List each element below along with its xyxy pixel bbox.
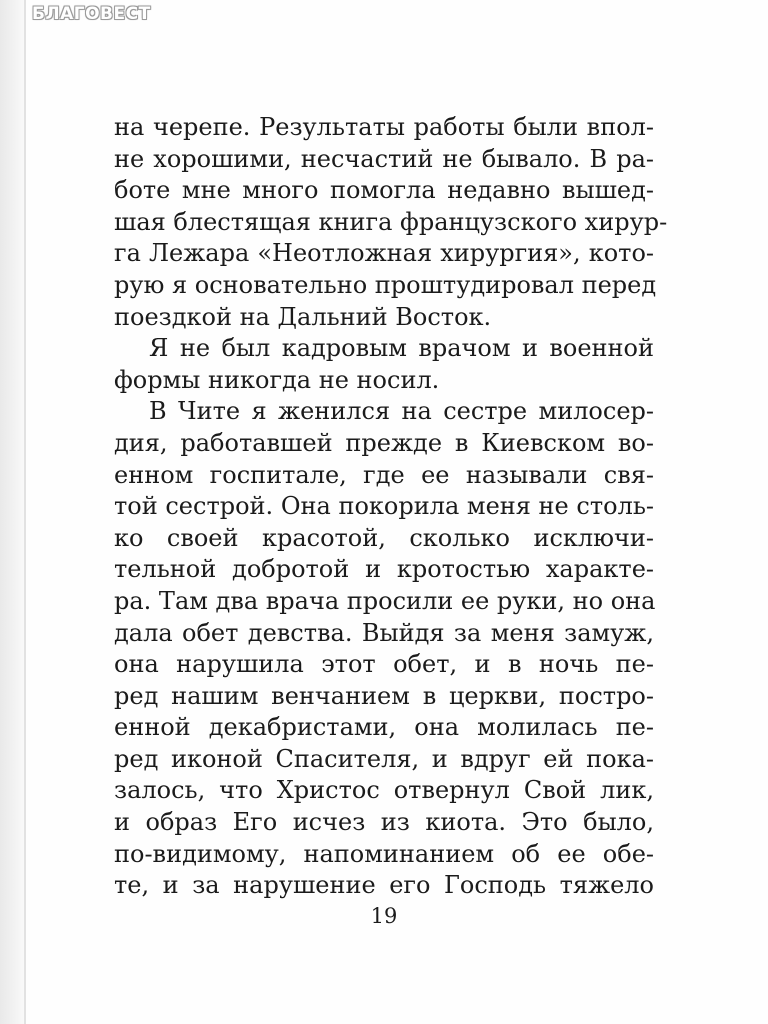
text-line: боте мне много помогла недавно вышед- [114, 176, 654, 205]
page-number: 19 [370, 904, 398, 928]
text-line: и образ Его исчез из киота. Это было, [114, 808, 654, 837]
text-line: ко своей красотой, сколько исключи- [114, 523, 654, 552]
text-line: она нарушила этот обет, и в ночь пе- [114, 650, 654, 679]
text-line: ра. Там два врача просили ее руки, но она [114, 586, 656, 615]
text-line: не хорошими, несчастий не бывало. В ра- [114, 144, 654, 173]
text-line: залось, что Христос отвернул Свой лик, [114, 776, 654, 805]
text-line: Я не был кадровым врачом и военной [149, 334, 654, 363]
text-line: те, и за нарушение его Господь тяжело [114, 871, 654, 900]
text-line: дала обет девства. Выйдя за меня замуж, [114, 618, 654, 647]
scan-edge [0, 0, 26, 1024]
text-line: ред нашим венчанием в церкви, постро- [114, 681, 654, 710]
book-page [26, 0, 768, 1024]
text-line: тельной добротой и кротостью характе- [114, 555, 654, 584]
text-line: на черепе. Результаты работы были впол- [114, 113, 654, 141]
text-line: га Лежара «Неотложная хирургия», кото- [114, 239, 654, 268]
text-line: поездкой на Дальний Восток. [114, 302, 492, 331]
text-line: енном госпитале, где ее называли свя- [114, 460, 654, 489]
text-line: В Чите я женился на сестре милосер- [149, 397, 654, 426]
text-line: по-видимому, напоминанием об ее обе- [114, 839, 654, 868]
text-line: шая блестящая книга французского хирур- [114, 207, 668, 236]
watermark-logo: БЛАГОВЕСТ [32, 4, 151, 24]
text-line: рую я основательно проштудировал перед [114, 270, 657, 299]
text-line: формы никогда не носил. [114, 365, 440, 394]
text-line: ред иконой Спасителя, и вдруг ей пока- [114, 744, 654, 773]
text-line: той сестрой. Она покорила меня не столь- [114, 492, 654, 521]
text-line: енной декабристами, она молилась пе- [114, 713, 654, 742]
text-line: дия, работавшей прежде в Киевском во- [114, 428, 654, 457]
body-text [114, 112, 668, 902]
